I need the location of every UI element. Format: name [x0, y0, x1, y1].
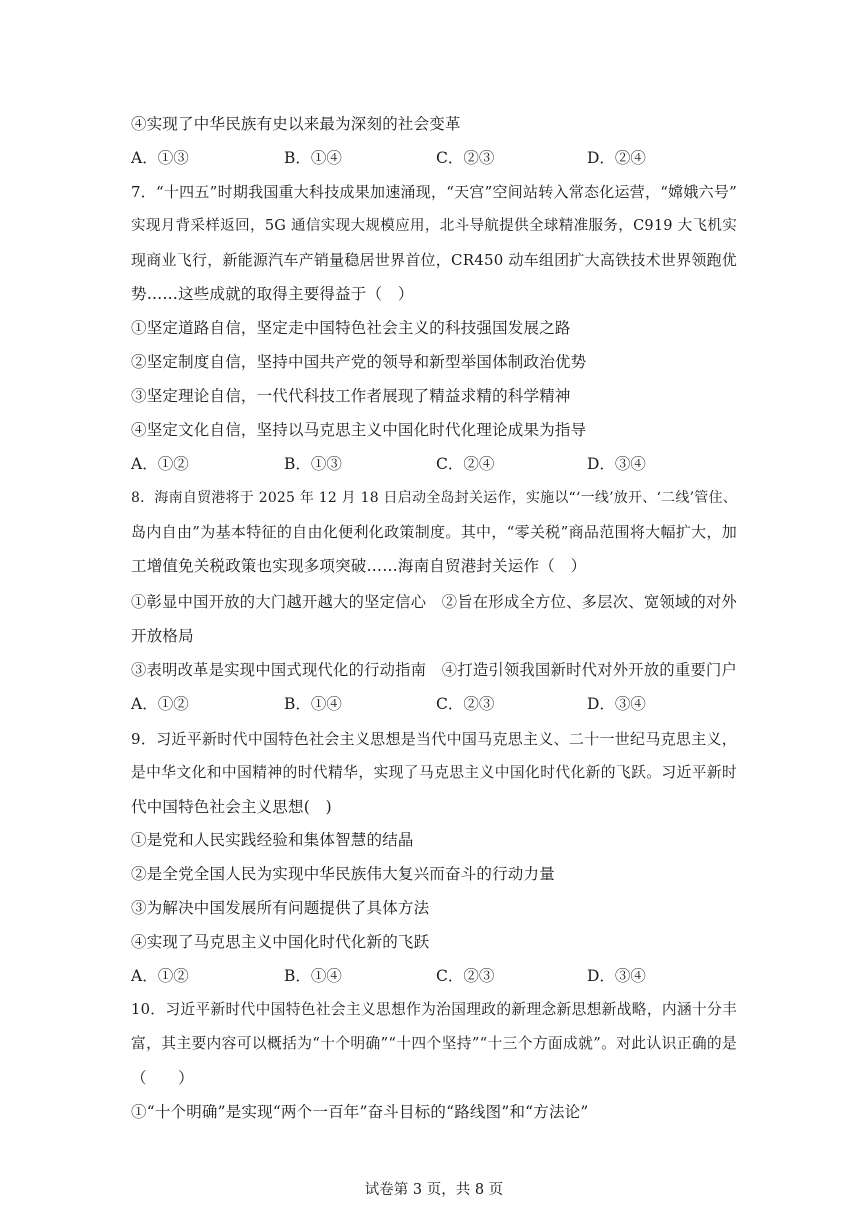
q7-choice-a[interactable]: A．①② — [131, 455, 189, 473]
q10-stem-line-1: 10．习近平新时代中国特色社会主义思想作为治国理政的新理念新思想新战略，内涵十分丰 — [131, 1001, 737, 1018]
q7-choice-d[interactable]: D．③④ — [587, 455, 646, 473]
q7-option-2: ②坚定制度自信，坚持中国共产党的领导和新型举国体制政治优势 — [131, 353, 587, 371]
q10-stem-line-3: （ ） — [131, 1069, 194, 1087]
q9-choice-d[interactable]: D．③④ — [587, 967, 646, 985]
q6-choice-c[interactable]: C．②③ — [436, 149, 495, 167]
q8-stem-line-1: 8．海南自贸港将于 2025 年 12 月 18 日启动全岛封关运作，实施以“‘一线’放开、‘二线’管住、 — [131, 490, 737, 506]
q8-choice-d[interactable]: D．③④ — [587, 695, 646, 713]
q8-option-2-cont: 开放格局 — [131, 627, 194, 645]
q9-stem-line-1: 9．习近平新时代中国特色社会主义思想是当代中国马克思主义、二十一世纪马克思主义， — [131, 730, 737, 748]
q9-choice-c[interactable]: C．②③ — [436, 967, 495, 985]
q9-answer-choices — [131, 966, 737, 986]
q10-option-1: ①“十个明确”是实现“两个一百年”奋斗目标的“路线图”和“方法论” — [131, 1103, 589, 1121]
q8-choice-a[interactable]: A．①② — [131, 695, 189, 713]
q8-answer-choices — [131, 694, 737, 714]
q8-choice-b[interactable]: B．①④ — [284, 695, 342, 713]
q8-choice-c[interactable]: C．②③ — [436, 695, 495, 713]
q7-answer-choices — [131, 454, 737, 474]
q6-choice-d[interactable]: D．②④ — [587, 149, 646, 167]
q8-stem-line-3: 工增值免关税政策也实现多项突破……海南自贸港封关运作（ ） — [131, 557, 587, 575]
q6-answer-choices — [131, 148, 737, 168]
q7-option-1: ①坚定道路自信，坚定走中国特色社会主义的科技强国发展之路 — [131, 319, 571, 337]
q9-stem-line-2: 是中华文化和中国精神的时代精华，实现了马克思主义中国化时代化新的飞跃。习近平新时 — [131, 764, 737, 781]
q6-choice-b[interactable]: B．①④ — [284, 149, 342, 167]
q9-option-3: ③为解决中国发展所有问题提供了具体方法 — [131, 899, 430, 917]
q7-stem-line-1: 7．“十四五”时期我国重大科技成果加速涌现，“天宫”空间站转入常态化运营，“嫦娥六号” — [131, 183, 737, 201]
q9-stem-line-3: 代中国特色社会主义思想( ) — [131, 798, 332, 816]
q7-stem-line-4: 势……这些成就的取得主要得益于（ ） — [131, 285, 414, 303]
q10-stem-line-2: 富，其主要内容可以概括为“十个明确”“十四个坚持”“十三个方面成就”。对此认识正确的是 — [131, 1035, 737, 1052]
q9-choice-b[interactable]: B．①④ — [284, 967, 342, 985]
q9-option-1: ①是党和人民实践经验和集体智慧的结晶 — [131, 831, 414, 849]
q7-option-4: ④坚定文化自信，坚持以马克思主义中国化时代化理论成果为指导 — [131, 421, 587, 439]
q6-option-4: ④实现了中华民族有史以来最为深刻的社会变革 — [131, 115, 461, 133]
q8-option-3-4: ③表明改革是实现中国式现代化的行动指南 ④打造引领我国新时代对外开放的重要门户 — [131, 661, 737, 679]
q7-stem-line-3: 现商业飞行，新能源汽车产销量稳居世界首位，CR450 动车组团扩大高铁技术世界领跑优 — [131, 251, 737, 269]
q6-choice-a[interactable]: A．①③ — [131, 149, 189, 167]
q7-choice-c[interactable]: C．②④ — [436, 455, 495, 473]
q9-choice-a[interactable]: A．①② — [131, 967, 189, 985]
q7-stem-line-2: 实现月背采样返回，5G 通信实现大规模应用，北斗导航提供全球精准服务，C919 大飞机实 — [131, 218, 737, 234]
q8-option-1-2: ①彰显中国开放的大门越开越大的坚定信心 ②旨在形成全方位、多层次、宽领域的对外 — [131, 593, 737, 611]
q7-option-3: ③坚定理论自信，一代代科技工作者展现了精益求精的科学精神 — [131, 387, 571, 405]
q9-option-4: ④实现了马克思主义中国化时代化新的飞跃 — [131, 933, 430, 951]
q9-option-2: ②是全党全国人民为实现中华民族伟大复兴而奋斗的行动力量 — [131, 865, 555, 883]
q7-choice-b[interactable]: B．①③ — [284, 455, 342, 473]
page-footer: 试卷第 3 页，共 8 页 — [364, 1182, 504, 1198]
q8-stem-line-2: 岛内自由”为基本特征的自由化便利化政策制度。其中，“零关税”商品范围将大幅扩大，加 — [131, 523, 737, 541]
